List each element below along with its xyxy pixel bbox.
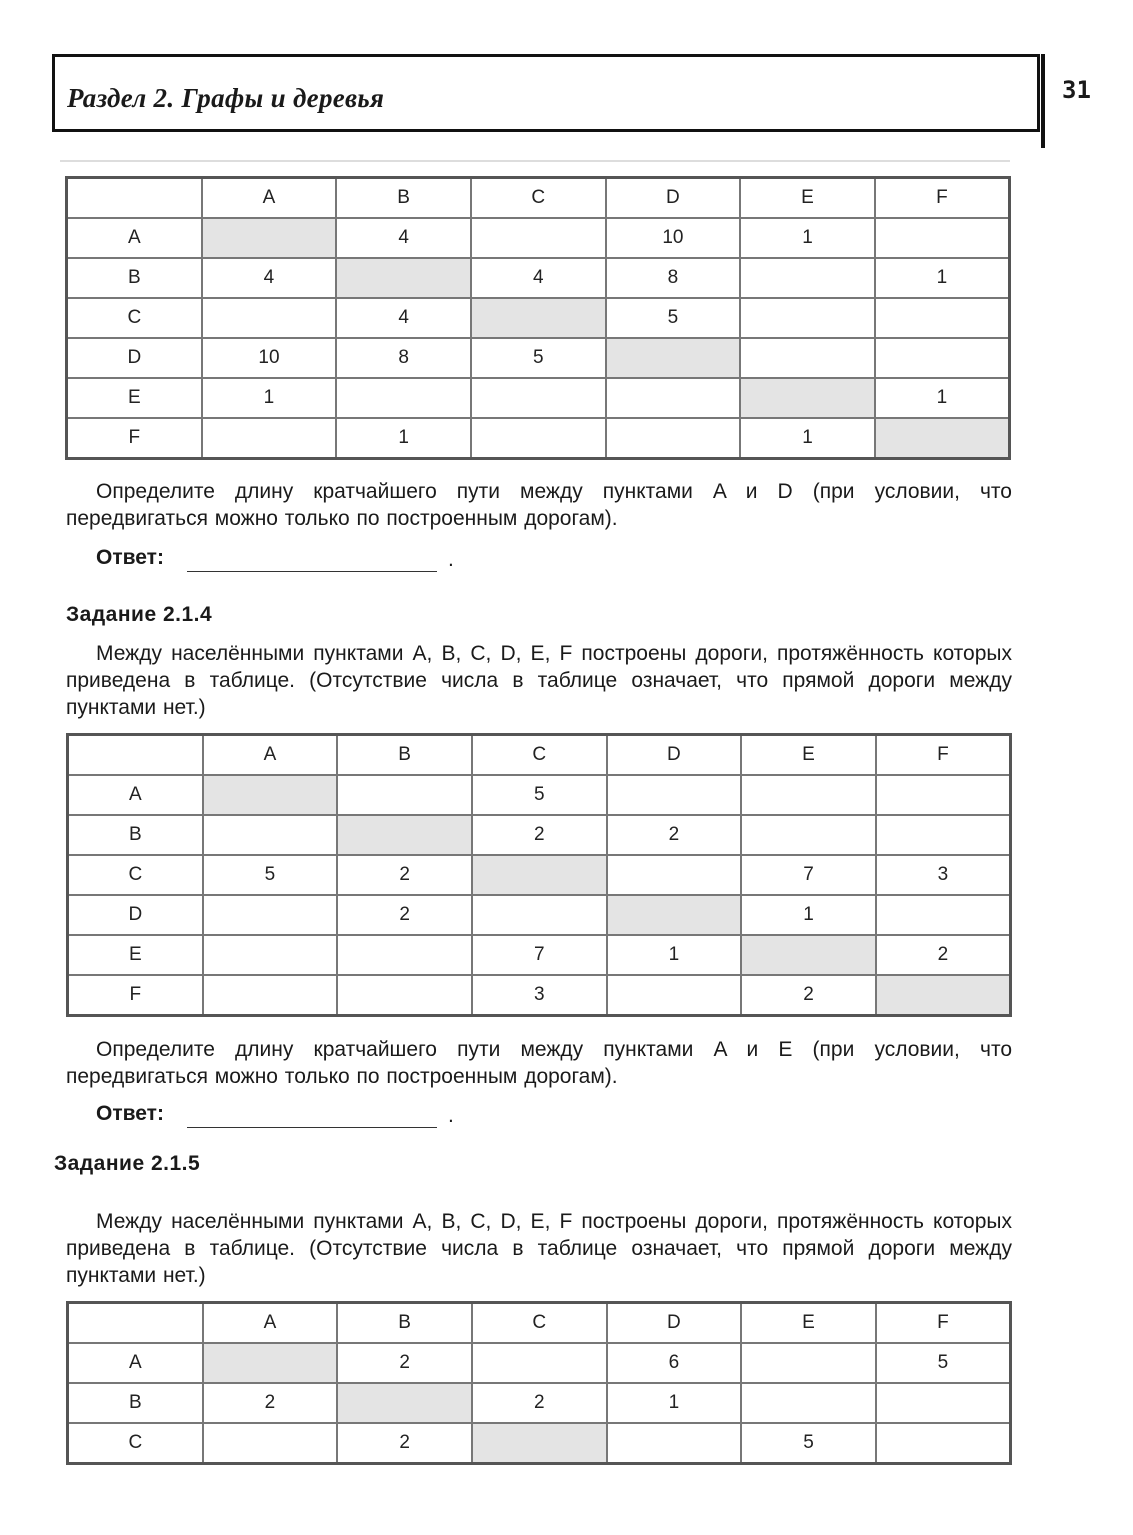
distance-cell [606, 338, 741, 378]
page-tick-divider [1041, 54, 1045, 148]
distance-cell: 4 [336, 298, 471, 338]
distance-cell: 2 [337, 895, 472, 935]
distance-cell: 2 [607, 815, 742, 855]
column-header [68, 1303, 203, 1344]
distance-cell: 8 [336, 338, 471, 378]
distance-cell: 5 [472, 775, 607, 815]
distance-cell [875, 218, 1010, 258]
distance-cell: 1 [336, 418, 471, 459]
distance-cell: 4 [336, 218, 471, 258]
column-header: E [740, 178, 875, 219]
row-header: E [68, 935, 203, 975]
distance-cell [203, 775, 338, 815]
column-header: E [741, 1303, 876, 1344]
column-header: A [202, 178, 337, 219]
distance-cell [876, 1383, 1011, 1423]
distance-cell: 1 [875, 378, 1010, 418]
answer-field-2[interactable] [187, 1127, 437, 1128]
distance-cell [606, 378, 741, 418]
table-row [68, 1423, 1011, 1464]
table-row [67, 298, 1010, 338]
distance-cell: 4 [202, 258, 337, 298]
column-header: D [607, 735, 742, 776]
distance-cell [607, 895, 742, 935]
distance-cell [337, 975, 472, 1016]
page-number: 31 [1062, 76, 1091, 104]
row-header: C [68, 1423, 203, 1464]
distance-cell: 10 [606, 218, 741, 258]
distance-cell: 1 [740, 218, 875, 258]
distance-cell [472, 855, 607, 895]
distance-cell [876, 895, 1011, 935]
distance-cell: 10 [202, 338, 337, 378]
row-header: B [68, 815, 203, 855]
column-header: E [741, 735, 876, 776]
column-header: B [336, 178, 471, 219]
divider [60, 160, 1010, 162]
distance-cell: 2 [472, 1383, 607, 1423]
distance-cell [471, 298, 606, 338]
answer-label-1: Ответ: [96, 546, 164, 569]
distance-cell [875, 338, 1010, 378]
distance-table-3 [66, 1301, 1012, 1465]
task-2-1-4-title: Задание 2.1.4 [66, 603, 213, 626]
column-header: F [876, 1303, 1011, 1344]
distance-cell: 2 [337, 855, 472, 895]
distance-cell [336, 258, 471, 298]
distance-cell [202, 418, 337, 459]
table-row [67, 418, 1010, 459]
distance-cell [472, 895, 607, 935]
distance-table-2 [66, 733, 1012, 1017]
distance-cell [740, 298, 875, 338]
distance-cell [607, 1423, 742, 1464]
distance-cell [337, 1383, 472, 1423]
distance-cell [337, 935, 472, 975]
distance-cell: 1 [740, 418, 875, 459]
column-header: B [337, 1303, 472, 1344]
distance-cell [472, 1343, 607, 1383]
row-header: B [68, 1383, 203, 1423]
distance-cell: 5 [606, 298, 741, 338]
distance-cell [203, 815, 338, 855]
task-2-1-5-text: Между населёнными пунктами A, B, C, D, E, F построены дороги, протяжённость которых приведена в таблице. (Отсутствие числа в таблице означает, что прямой дороги между пунктами нет.) [66, 1210, 1012, 1287]
row-header: A [67, 218, 202, 258]
column-header: C [472, 1303, 607, 1344]
table-row [68, 775, 1011, 815]
table-row [67, 218, 1010, 258]
table-row [68, 1343, 1011, 1383]
distance-cell [876, 815, 1011, 855]
distance-cell [740, 258, 875, 298]
column-header: B [337, 735, 472, 776]
column-header: D [606, 178, 741, 219]
distance-cell [740, 338, 875, 378]
distance-cell [203, 895, 338, 935]
distance-cell [203, 975, 338, 1016]
distance-cell [876, 975, 1011, 1016]
distance-cell [336, 378, 471, 418]
distance-cell: 2 [337, 1343, 472, 1383]
distance-cell [740, 378, 875, 418]
distance-cell [337, 775, 472, 815]
distance-cell: 5 [203, 855, 338, 895]
distance-cell: 5 [741, 1423, 876, 1464]
distance-cell [876, 1423, 1011, 1464]
row-header: F [67, 418, 202, 459]
distance-cell [607, 975, 742, 1016]
question-1: Определите длину кратчайшего пути между пунктами A и D (при условии, что передвигаться можно только по построенным дорогам). [66, 480, 1012, 530]
distance-cell [741, 1383, 876, 1423]
distance-cell [741, 775, 876, 815]
distance-cell [606, 418, 741, 459]
table-row [68, 975, 1011, 1016]
distance-cell: 4 [471, 258, 606, 298]
row-header: F [68, 975, 203, 1016]
distance-cell: 2 [203, 1383, 338, 1423]
column-header: C [471, 178, 606, 219]
distance-cell: 2 [741, 975, 876, 1016]
distance-cell [203, 1423, 338, 1464]
answer-label-2: Ответ: [96, 1102, 164, 1125]
distance-cell [203, 1343, 338, 1383]
distance-cell [471, 378, 606, 418]
distance-cell [471, 418, 606, 459]
row-header: C [67, 298, 202, 338]
column-header: F [876, 735, 1011, 776]
distance-cell: 1 [202, 378, 337, 418]
question-2: Определите длину кратчайшего пути между пунктами A и E (при условии, что передвигаться можно только по построенным дорогам). [66, 1038, 1012, 1088]
distance-cell [875, 418, 1010, 459]
distance-cell: 5 [876, 1343, 1011, 1383]
row-header: B [67, 258, 202, 298]
row-header: A [68, 775, 203, 815]
distance-cell [471, 218, 606, 258]
distance-cell: 7 [472, 935, 607, 975]
distance-cell [607, 855, 742, 895]
table-row [67, 378, 1010, 418]
answer-dot-2: . [448, 1104, 454, 1127]
table-row [68, 1383, 1011, 1423]
distance-cell [607, 775, 742, 815]
column-header [68, 735, 203, 776]
row-header: E [67, 378, 202, 418]
distance-cell [337, 815, 472, 855]
distance-cell: 6 [607, 1343, 742, 1383]
table-row [67, 258, 1010, 298]
distance-cell [472, 1423, 607, 1464]
distance-cell: 1 [875, 258, 1010, 298]
distance-cell: 7 [741, 855, 876, 895]
distance-cell: 5 [471, 338, 606, 378]
distance-cell [741, 1343, 876, 1383]
distance-cell: 3 [472, 975, 607, 1016]
distance-cell [202, 298, 337, 338]
distance-cell: 1 [741, 895, 876, 935]
distance-cell: 2 [472, 815, 607, 855]
task-2-1-4-text: Между населёнными пунктами A, B, C, D, E, F построены дороги, протяжённость которых приведена в таблице. (Отсутствие числа в таблице означает, что прямой дороги между пунктами нет.) [66, 642, 1012, 719]
column-header: F [875, 178, 1010, 219]
answer-field-1[interactable] [187, 571, 437, 572]
table-row [68, 895, 1011, 935]
distance-cell [876, 775, 1011, 815]
row-header: D [68, 895, 203, 935]
row-header: C [68, 855, 203, 895]
table-row [68, 935, 1011, 975]
column-header: D [607, 1303, 742, 1344]
distance-cell: 3 [876, 855, 1011, 895]
column-header [67, 178, 202, 219]
task-2-1-5-title: Задание 2.1.5 [54, 1152, 201, 1175]
distance-cell: 2 [337, 1423, 472, 1464]
table-row [67, 338, 1010, 378]
row-header: D [67, 338, 202, 378]
table-row [68, 855, 1011, 895]
distance-cell [741, 935, 876, 975]
section-title: Раздел 2. Графы и деревья [67, 83, 385, 113]
distance-cell [203, 935, 338, 975]
distance-cell: 1 [607, 1383, 742, 1423]
column-header: A [203, 1303, 338, 1344]
distance-cell: 1 [607, 935, 742, 975]
distance-cell: 8 [606, 258, 741, 298]
table-row [68, 815, 1011, 855]
distance-cell: 2 [876, 935, 1011, 975]
answer-dot-1: . [448, 548, 454, 571]
section-header [52, 54, 1040, 132]
distance-cell [875, 298, 1010, 338]
column-header: C [472, 735, 607, 776]
distance-cell [741, 815, 876, 855]
distance-cell [202, 218, 337, 258]
column-header: A [203, 735, 338, 776]
distance-table-1 [65, 176, 1011, 460]
row-header: A [68, 1343, 203, 1383]
